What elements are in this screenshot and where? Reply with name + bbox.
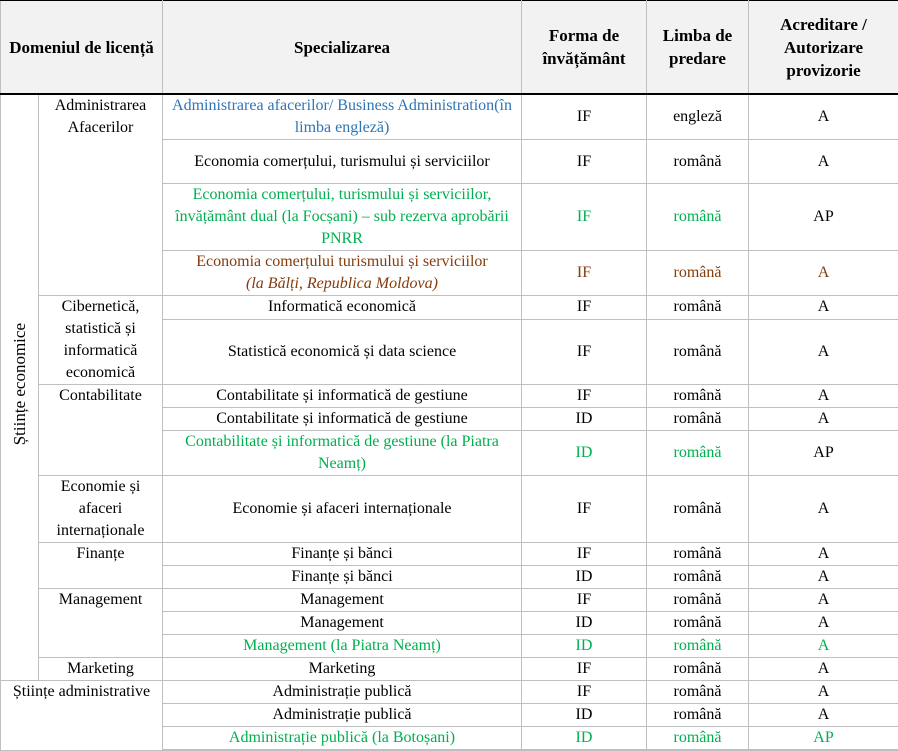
lang-cell: română (647, 612, 749, 635)
spec-cell: Contabilitate și informatică de gestiune (la Piatra Neamț) (163, 431, 522, 476)
form-cell: ID (522, 635, 647, 658)
lang-cell: română (647, 727, 749, 751)
form-cell: IF (522, 319, 647, 384)
acc-cell: A (749, 681, 898, 704)
acc-cell: AP (749, 184, 898, 251)
group-economic (1, 94, 39, 681)
table-row (1, 681, 898, 704)
spec-cell: Marketing (163, 658, 522, 681)
form-cell: IF (522, 385, 647, 408)
acc-cell: A (749, 385, 898, 408)
form-cell: IF (522, 184, 647, 251)
table-row (1, 658, 898, 681)
header-form: Forma de învățământ (522, 1, 647, 95)
acc-cell: A (749, 543, 898, 566)
group-administrative: Științe administrative (1, 681, 163, 751)
spec-cell: Finanțe și bănci (163, 543, 522, 566)
table-row (1, 296, 898, 320)
spec-cell: Economia comerțului, turismului și serviciilor, învățământ dual (la Focșani) – sub rezerva aprobării PNRR (163, 184, 522, 251)
header-domain: Domeniul de licență (1, 1, 163, 95)
lang-cell: română (647, 140, 749, 184)
lang-cell: română (647, 296, 749, 320)
lang-cell: română (647, 589, 749, 612)
form-cell: IF (522, 140, 647, 184)
domain-admin-afaceri: Administrarea Afacerilor (39, 94, 163, 296)
acc-cell: A (749, 408, 898, 431)
header-row (1, 1, 898, 95)
spec-cell: Management (163, 612, 522, 635)
table-row (1, 94, 898, 140)
group-label: Științe economice (9, 323, 31, 445)
lang-cell: română (647, 184, 749, 251)
acc-cell: A (749, 566, 898, 589)
header-accreditation: Acreditare / Autorizare provizorie (749, 1, 898, 95)
lang-cell: română (647, 704, 749, 727)
lang-cell: română (647, 431, 749, 476)
header-specialization: Specializarea (163, 1, 522, 95)
domain-management: Management (39, 589, 163, 658)
form-cell: IF (522, 681, 647, 704)
lang-cell: română (647, 566, 749, 589)
acc-cell: A (749, 658, 898, 681)
domain-cibernetica: Cibernetică, statistică și informatică economică (39, 296, 163, 385)
spec-cell: Management (la Piatra Neamț) (163, 635, 522, 658)
form-cell: IF (522, 658, 647, 681)
spec-cell: Contabilitate și informatică de gestiune (163, 385, 522, 408)
lang-cell: română (647, 543, 749, 566)
domain-marketing: Marketing (39, 658, 163, 681)
spec-main: Economia comerțului turismului și serviciilor (196, 253, 488, 270)
acc-cell: A (749, 319, 898, 384)
acc-cell: A (749, 704, 898, 727)
domain-finante: Finanțe (39, 543, 163, 589)
spec-cell: Administrarea afacerilor/ Business Administration(în limba engleză) (163, 94, 522, 140)
acc-cell: A (749, 635, 898, 658)
acc-cell: A (749, 589, 898, 612)
acc-cell: A (749, 94, 898, 140)
table-row (1, 385, 898, 408)
spec-cell: Administrație publică (la Botoșani) (163, 727, 522, 751)
form-cell: ID (522, 431, 647, 476)
form-cell: ID (522, 612, 647, 635)
acc-cell: A (749, 476, 898, 543)
acc-cell: A (749, 140, 898, 184)
lang-cell: română (647, 476, 749, 543)
spec-cell: Economie și afaceri internaționale (163, 476, 522, 543)
spec-cell: Finanțe și bănci (163, 566, 522, 589)
acc-cell: A (749, 296, 898, 320)
lang-cell: engleză (647, 94, 749, 140)
lang-cell: română (647, 681, 749, 704)
table-row (1, 589, 898, 612)
domain-economie-internationale: Economie și afaceri internaționale (39, 476, 163, 543)
form-cell: IF (522, 476, 647, 543)
form-cell: IF (522, 251, 647, 296)
form-cell: IF (522, 589, 647, 612)
spec-cell: Management (163, 589, 522, 612)
form-cell: IF (522, 296, 647, 320)
acc-cell: AP (749, 727, 898, 751)
form-cell: ID (522, 408, 647, 431)
lang-cell: română (647, 635, 749, 658)
spec-cell: Informatică economică (163, 296, 522, 320)
spec-cell: Statistică economică și data science (163, 319, 522, 384)
lang-cell: română (647, 385, 749, 408)
domain-contabilitate: Contabilitate (39, 385, 163, 476)
spec-cell (163, 251, 522, 296)
header-language: Limba de predare (647, 1, 749, 95)
acc-cell: A (749, 612, 898, 635)
spec-note: (la Bălți, Republica Moldova) (246, 275, 438, 292)
table-row (1, 476, 898, 543)
spec-cell: Economia comerțului, turismului și serviciilor (163, 140, 522, 184)
table-row (1, 543, 898, 566)
lang-cell: română (647, 251, 749, 296)
form-cell: IF (522, 94, 647, 140)
spec-cell: Administrație publică (163, 704, 522, 727)
form-cell: ID (522, 704, 647, 727)
spec-cell: Administrație publică (163, 681, 522, 704)
form-cell: IF (522, 543, 647, 566)
form-cell: ID (522, 727, 647, 751)
spec-cell: Contabilitate și informatică de gestiune (163, 408, 522, 431)
lang-cell: română (647, 319, 749, 384)
form-cell: ID (522, 566, 647, 589)
acc-cell: AP (749, 431, 898, 476)
lang-cell: română (647, 658, 749, 681)
acc-cell: A (749, 251, 898, 296)
lang-cell: română (647, 408, 749, 431)
